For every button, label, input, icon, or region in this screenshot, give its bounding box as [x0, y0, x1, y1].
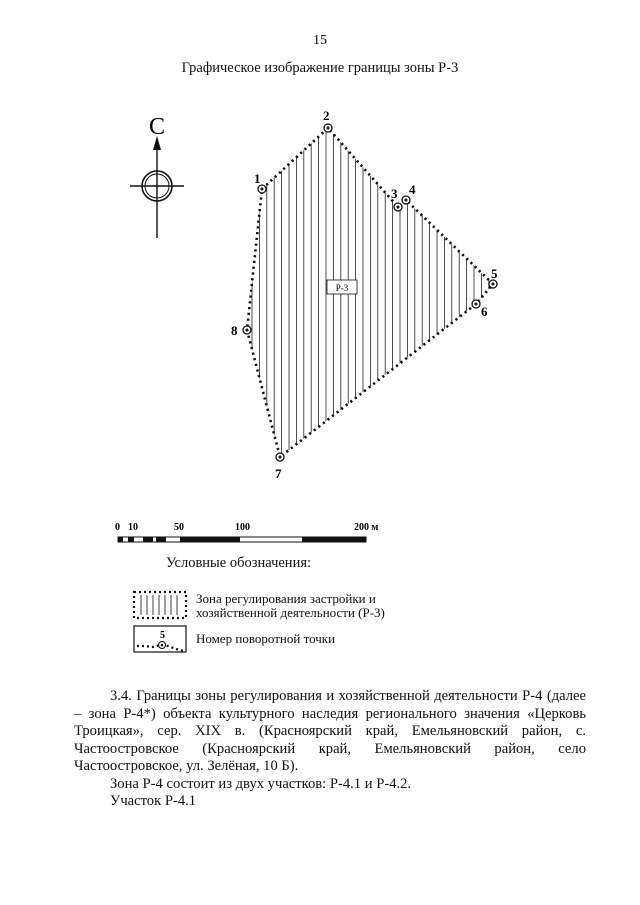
turning-point-8-label: 8 [231, 323, 238, 338]
scale-tick-0: 0 [115, 522, 120, 533]
page-number: 15 [313, 33, 327, 48]
turning-point-2-label: 2 [323, 108, 330, 123]
scale-labels [115, 522, 379, 533]
zone-label: Р-3 [335, 283, 349, 293]
body-line-zones: Зона Р-4 состоит из двух участков: Р-4.1 и Р-4.2. [110, 775, 412, 792]
turning-point-5-label: 5 [491, 266, 498, 281]
legend-turning-point-symbol [134, 626, 186, 652]
scale-tick-200: 200 м [354, 522, 379, 533]
zone-hatching [252, 120, 489, 465]
figure-title: Графическое изображение границы зоны Р-3 [181, 60, 459, 76]
turning-point-7-label: 7 [275, 466, 282, 481]
turning-points [231, 108, 498, 481]
body-line-section: Участок Р-4.1 [110, 793, 197, 809]
body-text [74, 688, 586, 811]
turning-point-3-label: 3 [391, 186, 398, 201]
legend-zone-label [196, 592, 385, 620]
legend-zone-label-line1: Зона регулирования застройки и [196, 591, 376, 606]
turning-point-4-label: 4 [409, 182, 416, 197]
turning-point-1-label: 1 [254, 171, 261, 186]
scale-tick-100: 100 [235, 522, 250, 533]
legend-zone-symbol [134, 592, 186, 618]
legend-turning-point-label: Номер поворотной точки [196, 631, 336, 646]
legend-zone-label-line2: хозяйственной деятельности (Р-3) [196, 605, 385, 620]
turning-point-6-label: 6 [481, 304, 488, 319]
scale-tick-10: 10 [128, 522, 138, 533]
legend-sample-number: 5 [160, 630, 165, 641]
body-paragraph: 3.4. Границы зоны регулирования и хозяйственной деятельности Р-4 (далее – зона Р-4*) объекта культурного наследия регионального значения «Церковь Троицкая», сер. XIX в. (Красноярский край, Емельяновский район, с. Частоостровское (Красноярский край, Емельяновский район, село Частоостровское, ул. Зелёная, 10 Б). [74, 688, 586, 774]
compass-north-label: С [148, 114, 166, 140]
legend-title: Условные обозначения: [166, 555, 312, 571]
compass-icon [130, 114, 184, 238]
scale-bar [118, 537, 366, 542]
scale-tick-50: 50 [174, 522, 184, 533]
